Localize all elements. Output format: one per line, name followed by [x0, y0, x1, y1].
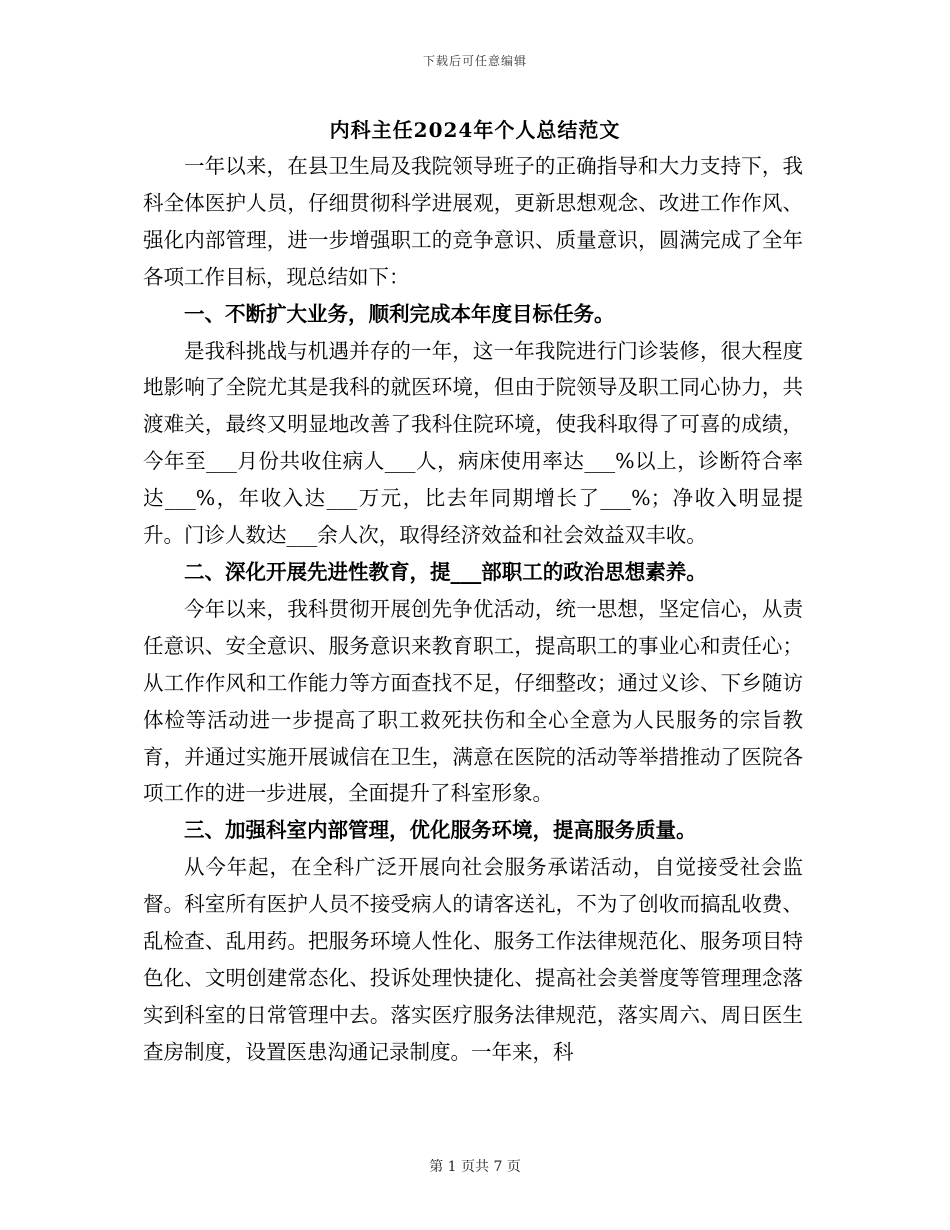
- section-3-paragraph: 从今年起，在全科广泛开展向社会服务承诺活动，自觉接受社会监督。科室所有医护人员不接受病人的请客送礼，不为了创收而搞乱收费、乱检查、乱用药。把服务环境人性化、服务工作法律规范化、服务项目特色化、文明创建常态化、投诉处理快捷化、提高社会美誉度等管理理念落实到科室的日常管理中去。落实医疗服务法律规范，落实周六、周日医生查房制度，设置医患沟通记录制度。一年来，科: [143, 855, 803, 1064]
- section-heading-2: 二、深化开展先进性教育，提___部职工的政治思想素养。: [184, 559, 707, 584]
- intro-paragraph: 一年以来，在县卫生局及我院领导班子的正确指导和大力支持下，我科全体医护人员，仔细贯彻科学进展观，更新思想观念、改进工作作风、强化内部管理，进一步增强职工的竞争意识、质量意识，圆满完成了全年各项工作目标，现总结如下：: [143, 154, 803, 289]
- page-number: 第 1 页共 7 页: [429, 1159, 521, 1175]
- section-1-paragraph: 是我科挑战与机遇并存的一年，这一年我院进行门诊装修，很大程度地影响了全院尤其是我科的就医环境，但由于院领导及职工同心协力，共渡难关，最终又明显地改善了我科住院环境，使我科取得了可喜的成绩，今年至___月份共收住病人___人，病床使用率达___%以上，诊断符合率达___%，年收入达___万元，比去年同期增长了___%；净收入明显提升。门诊人数达___余人次，取得经济效益和社会效益双丰收。: [143, 338, 803, 548]
- document-title: 内科主任2024年个人总结范文: [329, 118, 621, 142]
- page-header-note: 下载后可任意编辑: [422, 54, 527, 68]
- section-2-paragraph: 今年以来，我科贯彻开展创先争优活动，统一思想，坚定信心，从责任意识、安全意识、服务意识来教育职工，提高职工的事业心和责任心；从工作作风和工作能力等方面查找不足，仔细整改；通过义诊、下乡随访体检等活动进一步提高了职工救死扶伤和全心全意为人民服务的宗旨教育，并通过实施开展诚信在卫生，满意在医院的活动等举措推动了医院各项工作的进一步进展，全面提升了科室形象。: [143, 596, 803, 806]
- document-body: [143, 148, 803, 1071]
- section-heading-1: 一、不断扩大业务，顺利完成本年度目标任务。: [184, 301, 615, 326]
- section-heading-3: 三、加强科室内部管理，优化服务环境，提高服务质量。: [184, 818, 697, 843]
